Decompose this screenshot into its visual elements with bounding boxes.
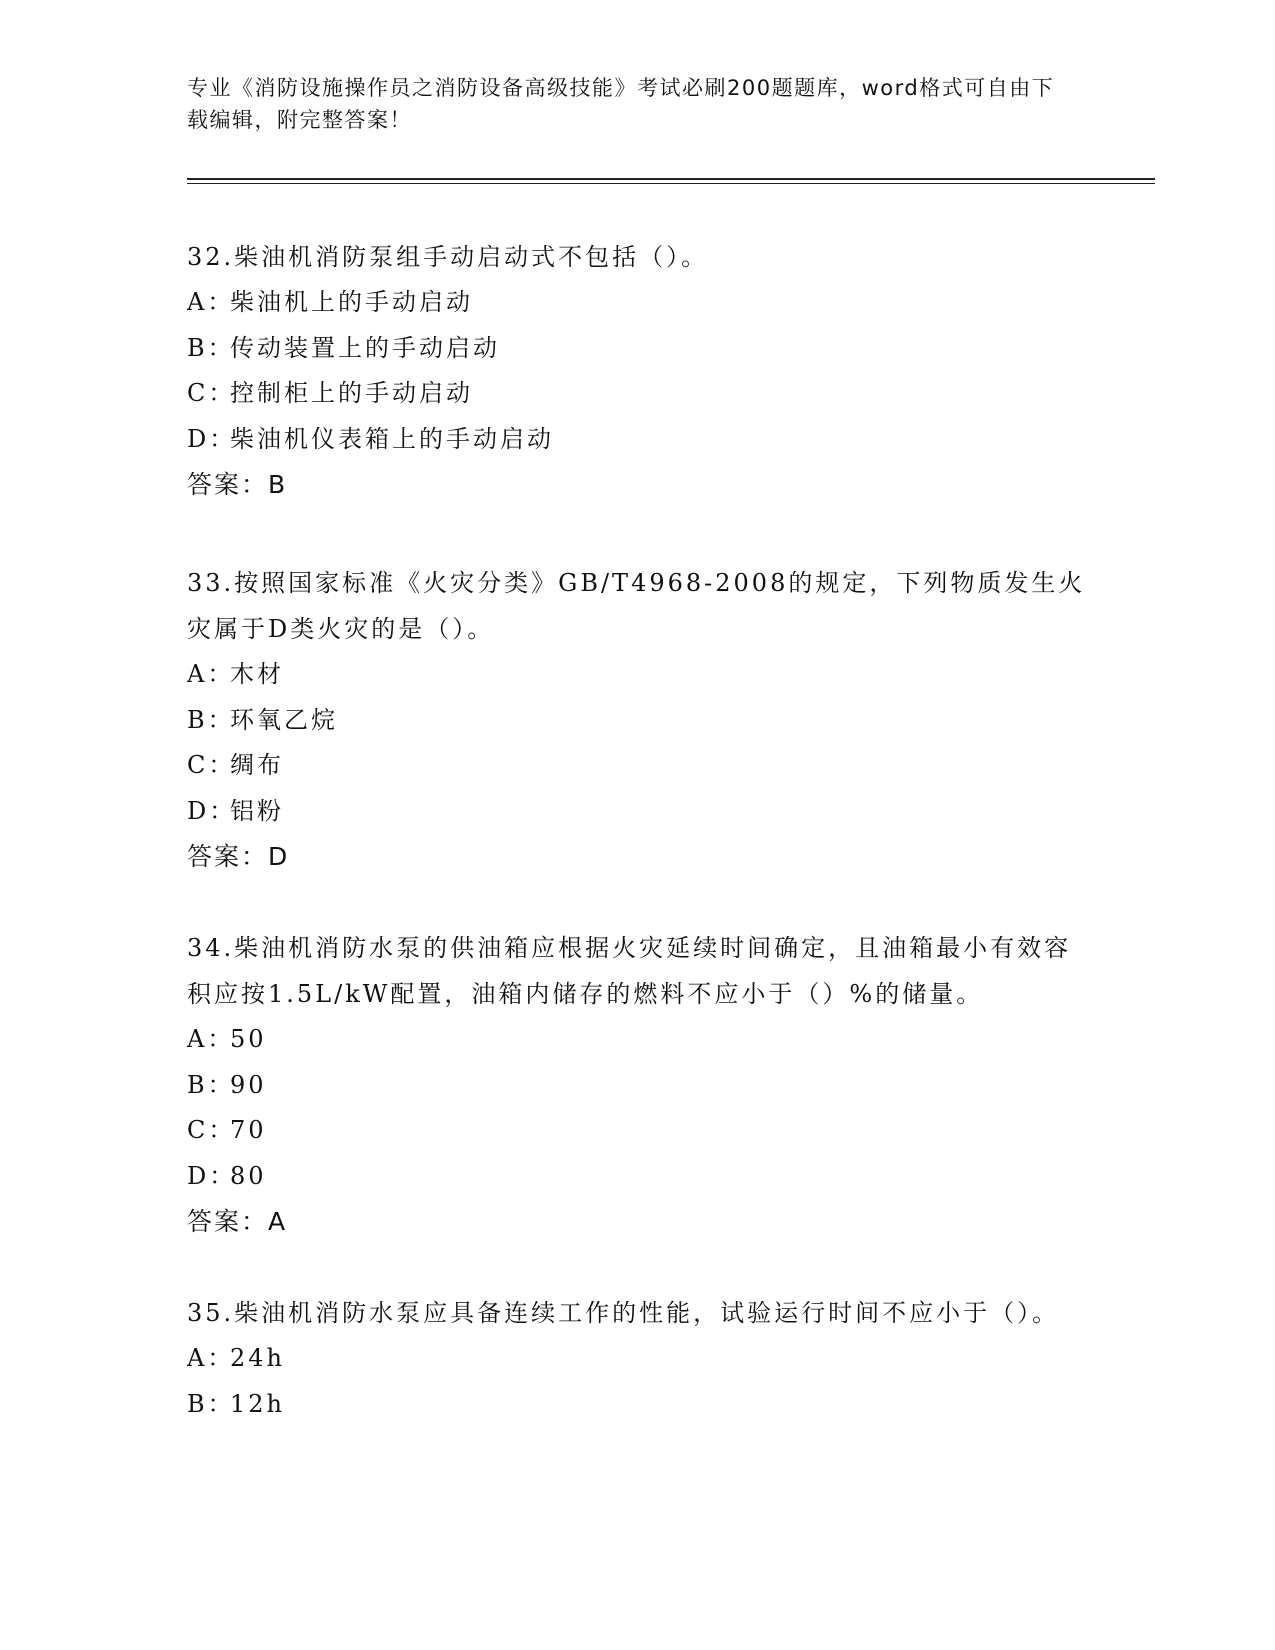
answer: 答案：A xyxy=(187,1207,288,1236)
option-text: 绸布 xyxy=(230,751,284,779)
question-stem: 35.柴油机消防水泵应具备连续工作的性能，试验运行时间不应小于（）。 xyxy=(187,1299,1060,1327)
option-b xyxy=(187,1063,1087,1109)
option-letter: A： xyxy=(187,660,235,688)
option-text: 木材 xyxy=(230,660,284,688)
option-letter: B： xyxy=(187,1070,235,1099)
option-letter: C： xyxy=(187,1116,236,1144)
header-divider-bottom xyxy=(187,183,1155,184)
option-letter: A： xyxy=(187,288,235,316)
option-a xyxy=(187,280,1087,326)
question-35 xyxy=(187,1290,1087,1427)
option-b xyxy=(187,698,1087,744)
option-a xyxy=(187,1336,1087,1382)
answer: 答案：B xyxy=(187,470,288,499)
option-text: 70 xyxy=(230,1116,267,1144)
question-stem: 32.柴油机消防泵组手动启动式不包括（）。 xyxy=(187,243,709,271)
option-b xyxy=(187,1382,1087,1428)
header-divider-top xyxy=(187,178,1155,180)
option-text: 控制柜上的手动启动 xyxy=(230,379,473,407)
option-text: 50 xyxy=(230,1025,267,1053)
option-text: 90 xyxy=(230,1070,267,1099)
option-letter: D： xyxy=(187,424,237,453)
option-letter: D： xyxy=(187,1161,237,1190)
question-33 xyxy=(187,560,1087,880)
option-text: 柴油机仪表箱上的手动启动 xyxy=(230,424,554,453)
question-32 xyxy=(187,234,1087,508)
option-d xyxy=(187,417,1087,463)
question-stem: 33.按照国家标准《火灾分类》GB/T4968-2008的规定，下列物质发生火灾属于D类火灾的是（）。 xyxy=(187,569,1086,643)
question-34 xyxy=(187,925,1087,1245)
option-letter: B： xyxy=(187,333,235,362)
option-c xyxy=(187,371,1087,417)
option-letter: A： xyxy=(187,1025,235,1053)
option-c xyxy=(187,1108,1087,1154)
document-header: 专业《消防设施操作员之消防设备高级技能》考试必刷200题题库，word格式可自由下载编辑，附完整答案！ xyxy=(187,76,1055,132)
question-stem: 34.柴油机消防水泵的供油箱应根据火灾延续时间确定，且油箱最小有效容积应按1.5L/kW配置，油箱内储存的燃料不应小于（）%的储量。 xyxy=(187,934,1072,1008)
option-letter: D： xyxy=(187,796,237,825)
option-a xyxy=(187,652,1087,698)
option-c xyxy=(187,743,1087,789)
option-b xyxy=(187,326,1087,372)
option-d xyxy=(187,789,1087,835)
option-text: 柴油机上的手动启动 xyxy=(230,288,473,316)
option-a xyxy=(187,1017,1087,1063)
option-letter: A： xyxy=(187,1344,235,1372)
option-letter: C： xyxy=(187,751,236,779)
option-text: 传动装置上的手动启动 xyxy=(230,333,500,362)
option-text: 24h xyxy=(230,1344,285,1372)
option-text: 环氧乙烷 xyxy=(230,705,338,734)
option-text: 80 xyxy=(230,1161,267,1190)
option-d xyxy=(187,1154,1087,1200)
option-letter: C： xyxy=(187,379,236,407)
answer: 答案：D xyxy=(187,842,290,871)
option-text: 12h xyxy=(230,1389,285,1418)
option-letter: B： xyxy=(187,1389,235,1418)
option-letter: B： xyxy=(187,705,235,734)
option-text: 铝粉 xyxy=(230,796,284,825)
